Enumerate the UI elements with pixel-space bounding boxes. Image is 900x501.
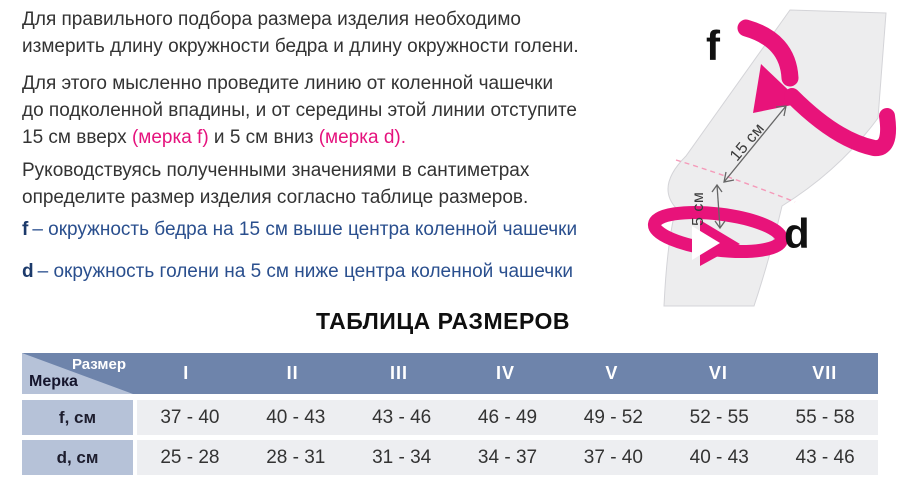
mark-d-highlight: (мерка d). (318, 127, 406, 148)
legend-d-letter: d (22, 261, 34, 282)
corner-label-size: Размер (71, 356, 126, 373)
legend-d-text: – окружность голени на 5 см ниже центра коленной чашечки (37, 261, 574, 282)
f-label: f (706, 22, 720, 69)
legend-f-text: – окружность бедра на 15 см выше центра коленной чашечки (32, 219, 578, 240)
text-line: определите размер изделия согласно таблице размеров. (22, 187, 529, 208)
row-label: f, см (22, 400, 133, 435)
row-values (137, 400, 878, 435)
corner-label-measure: Мерка (29, 373, 78, 390)
table-cell: 43 - 46 (372, 406, 432, 428)
text-line: Для правильного подбора размера изделия необходимо (22, 9, 521, 30)
text-line: до подколенной впадины, и от середины этой линии отступите (22, 100, 577, 121)
column-header: V (605, 363, 619, 383)
table-cell: 43 - 46 (795, 446, 855, 468)
table-cell: 40 - 43 (689, 446, 749, 468)
column-header: IV (495, 363, 515, 383)
legend-f-definition (22, 219, 577, 241)
paragraph-mark-line (22, 70, 577, 151)
knee-measurement-diagram (640, 0, 900, 320)
row-label: d, см (22, 440, 133, 475)
size-table-header (22, 353, 878, 394)
legend-f-letter: f (22, 219, 29, 240)
size-columns (133, 353, 878, 394)
table-row-f (22, 400, 878, 435)
table-row-d (22, 440, 878, 475)
table-cell: 34 - 37 (477, 446, 538, 468)
paragraph-measure-intro (22, 6, 579, 60)
text-segment: 15 см вверх (22, 127, 132, 148)
thigh-measure-label: 15 см (727, 120, 769, 165)
column-header: I (183, 363, 190, 383)
table-cell: 31 - 34 (372, 446, 432, 468)
table-cell: 28 - 31 (266, 446, 326, 468)
table-cell: 25 - 28 (160, 446, 220, 468)
size-table-title: ТАБЛИЦА РАЗМЕРОВ (315, 308, 570, 334)
text-line: измерить длину окружности бедра и длину окружности голени. (22, 36, 579, 57)
corner-cell (22, 353, 133, 394)
table-cell: 46 - 49 (477, 406, 538, 428)
text-line: Руководствуясь полученными значениями в сантиметрах (22, 160, 530, 181)
table-cell: 55 - 58 (795, 406, 855, 428)
column-header: II (286, 363, 299, 383)
text-line: Для этого мысленно проведите линию от коленной чашечки (22, 73, 554, 94)
row-values (137, 440, 878, 475)
d-label: d (784, 210, 810, 257)
calf-measure-label: 5 см (690, 191, 707, 226)
table-cell: 37 - 40 (583, 446, 643, 468)
column-header: VII (812, 363, 838, 383)
table-cell: 40 - 43 (266, 406, 326, 428)
mark-f-highlight: (мерка f) (131, 127, 209, 148)
column-header: VI (708, 363, 728, 383)
text-segment: и 5 см вниз (208, 127, 319, 148)
text-line (22, 124, 577, 151)
size-table (22, 353, 878, 475)
paragraph-use-table (22, 157, 529, 211)
table-cell: 52 - 55 (689, 406, 749, 428)
table-cell: 49 - 52 (583, 406, 643, 428)
legend-d-definition (22, 261, 573, 283)
table-cell: 37 - 40 (160, 406, 220, 428)
column-header: III (390, 363, 409, 383)
